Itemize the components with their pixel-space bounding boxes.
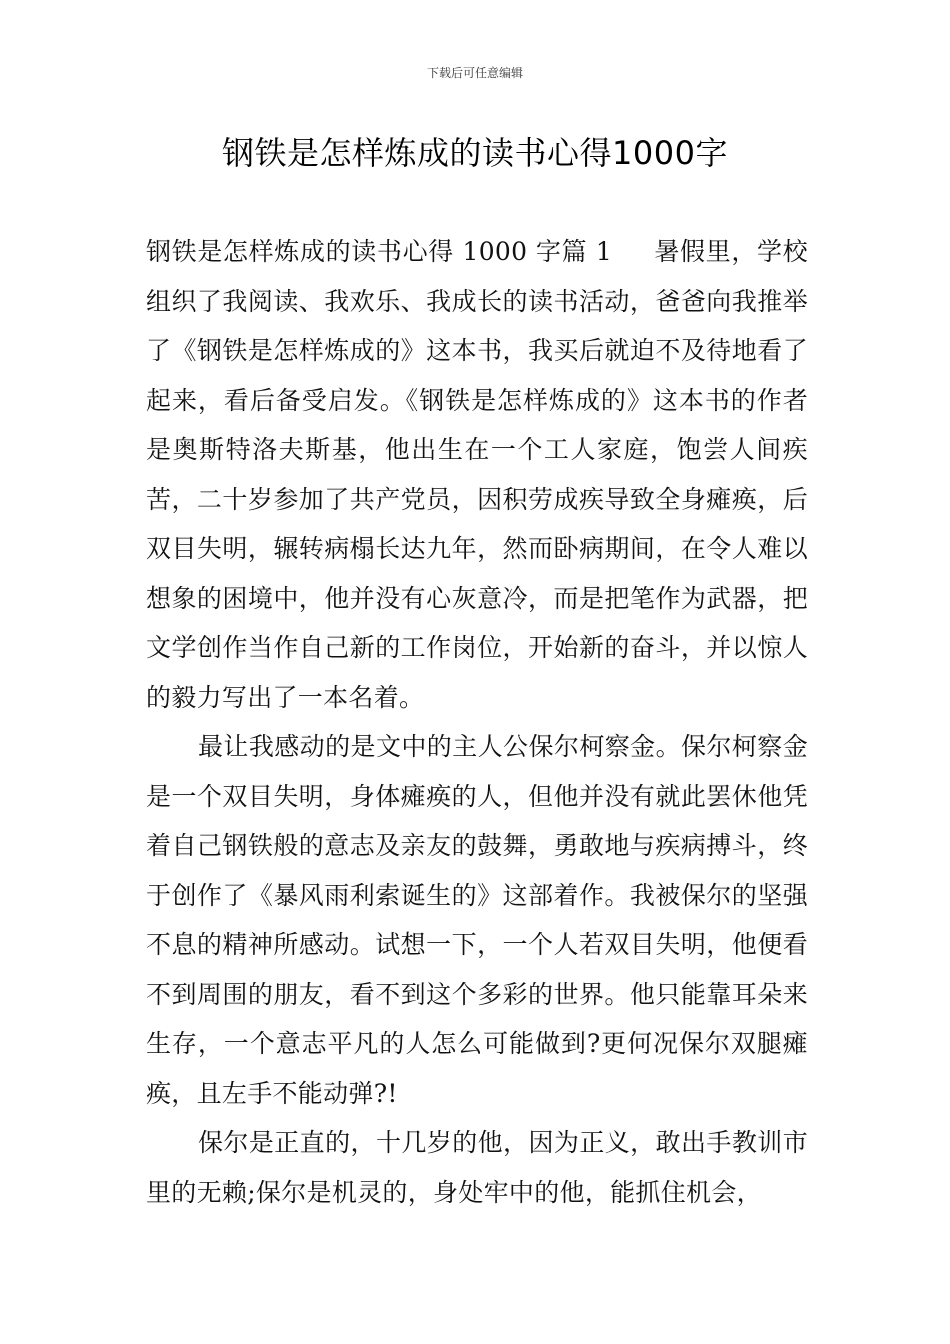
section-heading: 钢铁是怎样炼成的读书心得 1000 字篇 1 <box>146 237 613 266</box>
document-body <box>146 227 808 1217</box>
page-header-note: 下载后可任意编辑 <box>426 66 523 80</box>
paragraph-2: 最让我感动的是文中的主人公保尔柯察金。保尔柯察金是一个双目失明，身体瘫痪的人，但他并没有就此罢休他凭着自己钢铁般的意志及亲友的鼓舞，勇敢地与疾病搏斗，终于创作了《暴风雨利索诞生的》这部着作。我被保尔的坚强不息的精神所感动。试想一下，一个人若双目失明，他便看不到周围的朋友，看不到这个多彩的世界。他只能靠耳朵来生存，一个意志平凡的人怎么可能做到?更何况保尔双腿瘫痪，且左手不能动弹?! <box>146 732 808 1108</box>
paragraph-3: 保尔是正直的，十几岁的他，因为正义，敢出手教训市里的无赖;保尔是机灵的，身处牢中的他，能抓住机会， <box>146 1128 808 1207</box>
paragraph-1 <box>146 227 808 722</box>
document-title: 钢铁是怎样炼成的读书心得1000字 <box>222 134 728 172</box>
paragraph-text: 暑假里，学校组织了我阅读、我欢乐、我成长的读书活动，爸爸向我推举了《钢铁是怎样炼成的》这本书，我买后就迫不及待地看了起来，看后备受启发。《钢铁是怎样炼成的》这本书的作者是奥斯特洛夫斯基，他出生在一个工人家庭，饱尝人间疾苦，二十岁参加了共产党员，因积劳成疾导致全身瘫痪，后双目失明，辗转病榻长达九年，然而卧病期间，在令人难以想象的困境中，他并没有心灰意冷，而是把笔作为武器，把文学创作当作自己新的工作岗位，开始新的奋斗，并以惊人的毅力写出了一本名着。 <box>146 237 808 712</box>
